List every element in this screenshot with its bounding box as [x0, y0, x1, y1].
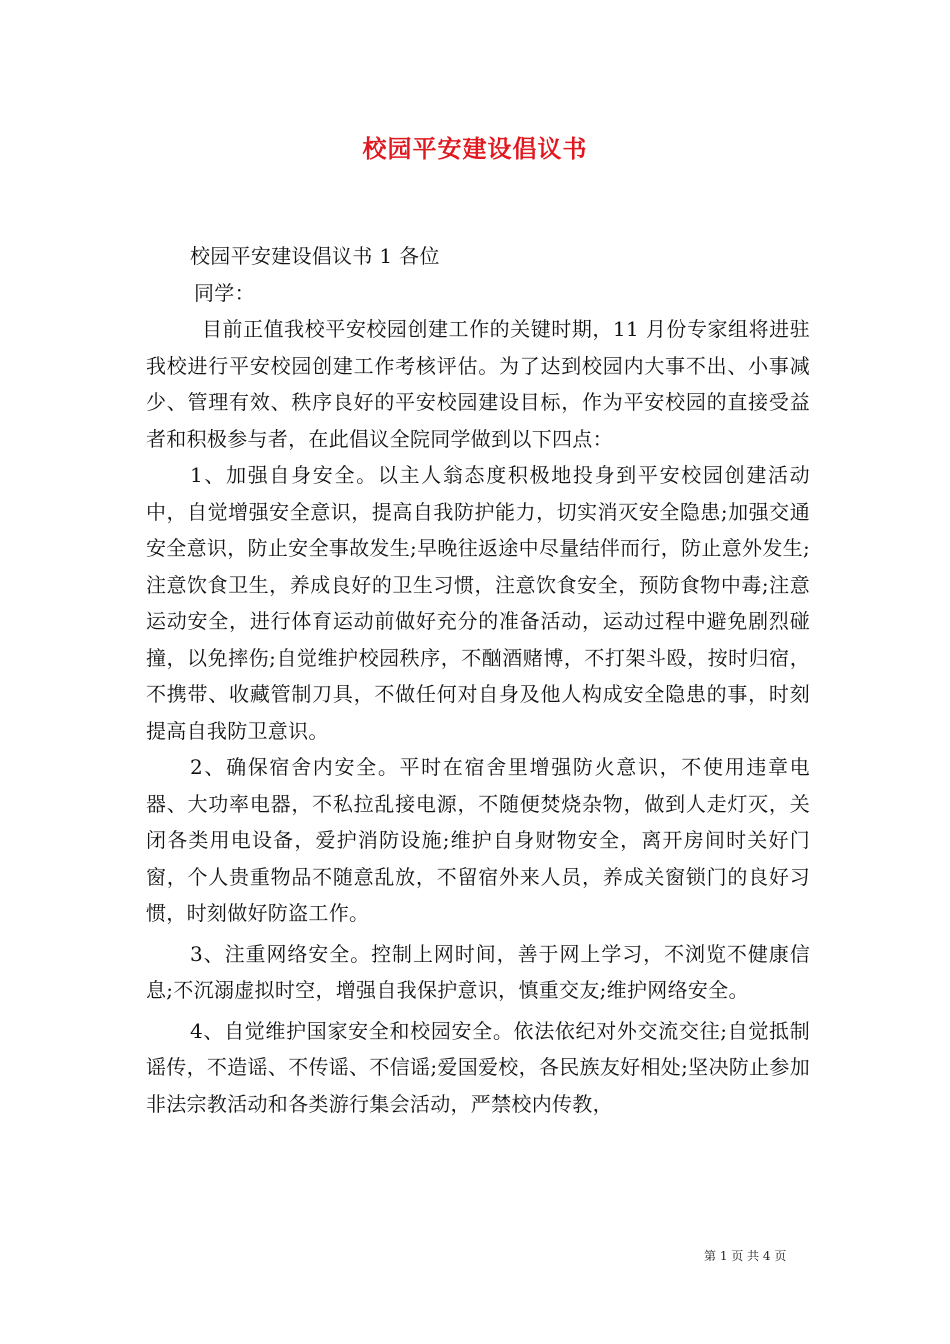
paragraph-intro: 目前正值我校平安校园创建工作的关键时期，11 月份专家组将进驻我校进行平安校园创建工作考核评估。为了达到校园内大事不出、小事减少、管理有效、秩序良好的平安校园建设目标，作为平安校园的直接受益者和积极参与者，在此倡议全院同学做到以下四点：	[146, 317, 810, 451]
document-body	[146, 238, 810, 1122]
greeting-line: 同学：	[194, 280, 255, 305]
paragraph-point-1: 1、加强自身安全。以主人翁态度积极地投身到平安校园创建活动中，自觉增强安全意识，提高自我防护能力，切实消灭安全隐患;加强交通安全意识，防止安全事故发生;早晚往返途中尽量结伴而行，防止意外发生;注意饮食卫生，养成良好的卫生习惯，注意饮食安全，预防食物中毒;注意运动安全，进行体育运动前做好充分的准备活动，运动过程中避免剧烈碰撞，以免摔伤;自觉维护校园秩序，不酗酒赌博，不打架斗殴，按时归宿，不携带、收藏管制刀具，不做任何对自身及他人构成安全隐患的事，时刻提高自我防卫意识。	[146, 463, 810, 743]
document-title: 校园平安建设倡议书	[362, 134, 588, 163]
subtitle-line: 校园平安建设倡议书 1 各位	[190, 244, 440, 268]
paragraph-point-3: 3、注重网络安全。控制上网时间，善于网上学习，不浏览不健康信息;不沉溺虚拟时空，增强自我保护意识，慎重交友;维护网络安全。	[146, 941, 810, 1002]
paragraph-point-2: 2、确保宿舍内安全。平时在宿舍里增强防火意识，不使用违章电器、大功率电器，不私拉乱接电源，不随便焚烧杂物，做到人走灯灭，关闭各类用电设备，爱护消防设施;维护自身财物安全，离开房间时关好门窗，个人贵重物品不随意乱放，不留宿外来人员，养成关窗锁门的良好习惯，时刻做好防盗工作。	[146, 755, 810, 925]
page-number-footer: 第 1 页 共 4 页	[704, 1249, 787, 1263]
paragraph-point-4: 4、自觉维护国家安全和校园安全。依法依纪对外交流交往;自觉抵制谣传，不造谣、不传谣、不信谣;爱国爱校，各民族友好相处;坚决防止参加非法宗教活动和各类游行集会活动，严禁校内传教，	[146, 1018, 810, 1116]
